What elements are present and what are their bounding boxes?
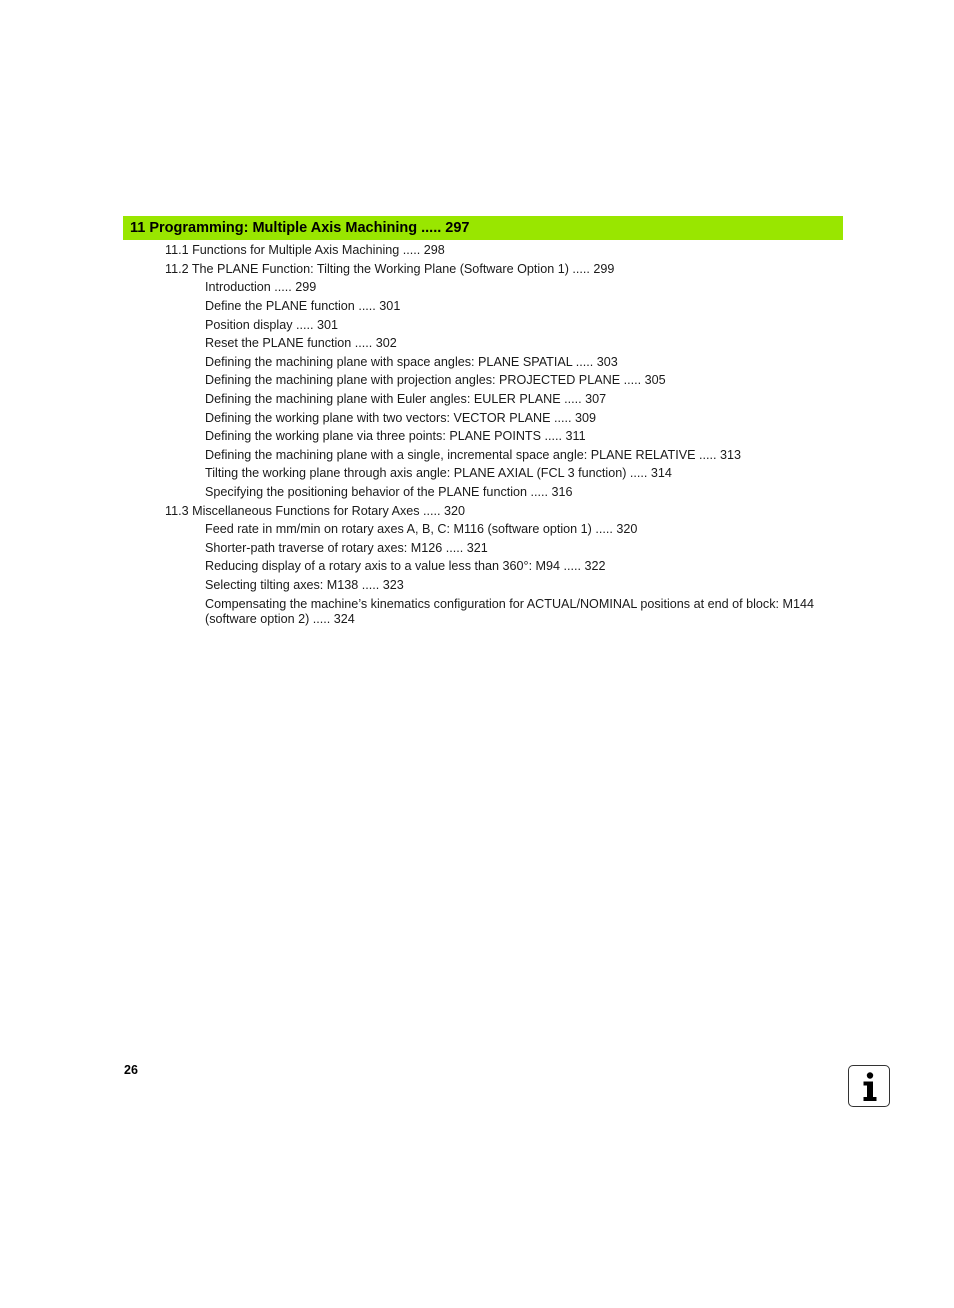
toc-entry-vector-plane[interactable]: Defining the working plane with two vectors: VECTOR PLANE ..... 309 (205, 411, 597, 425)
info-glyph (849, 1066, 891, 1108)
toc-entry-euler-plane[interactable]: Defining the machining plane with Euler angles: EULER PLANE ..... 307 (205, 392, 607, 406)
toc-entry-introduction[interactable]: Introduction ..... 299 (205, 280, 317, 294)
toc-entry-position-display[interactable]: Position display ..... 301 (205, 318, 339, 332)
toc-entry-m116[interactable]: Feed rate in mm/min on rotary axes A, B, C: M116 (software option 1) ..... 320 (205, 522, 638, 536)
toc-entry-positioning-behavior[interactable]: Specifying the positioning behavior of the PLANE function ..... 316 (205, 485, 573, 499)
chapter-title: 11 Programming: Multiple Axis Machining ..... 297 (130, 220, 470, 236)
toc-entry-plane-points[interactable]: Defining the working plane via three points: PLANE POINTS ..... 311 (205, 429, 586, 443)
toc-entry-m138[interactable]: Selecting tilting axes: M138 ..... 323 (205, 578, 404, 592)
info-icon (848, 1065, 890, 1107)
toc-entry-reset-plane[interactable]: Reset the PLANE function ..... 302 (205, 336, 397, 350)
toc-entry-define-plane[interactable]: Define the PLANE function ..... 301 (205, 299, 401, 313)
toc-entry-plane-axial[interactable]: Tilting the working plane through axis angle: PLANE AXIAL (FCL 3 function) ..... 314 (205, 466, 672, 480)
toc-entry-projected-plane[interactable]: Defining the machining plane with projection angles: PROJECTED PLANE ..... 305 (205, 373, 666, 387)
chapter-heading-bar (123, 216, 843, 240)
toc-entry-m126[interactable]: Shorter-path traverse of rotary axes: M126 ..... 321 (205, 541, 488, 555)
toc-entry-m144[interactable]: Compensating the machine’s kinematics configuration for ACTUAL/NOMINAL positions at end of block: M144 (205, 597, 814, 611)
toc-entry-plane-relative[interactable]: Defining the machining plane with a single, incremental space angle: PLANE RELATIVE ..... 313 (205, 448, 741, 462)
toc-section-11-2[interactable]: 11.2 The PLANE Function: Tilting the Working Plane (Software Option 1) ..... 299 (165, 262, 615, 276)
toc-entry-m144-continued[interactable]: (software option 2) ..... 324 (205, 612, 355, 626)
page-number: 26 (124, 1063, 138, 1077)
toc-entry-m94[interactable]: Reducing display of a rotary axis to a value less than 360°: M94 ..... 322 (205, 559, 606, 573)
toc-entry-plane-spatial[interactable]: Defining the machining plane with space angles: PLANE SPATIAL ..... 303 (205, 355, 618, 369)
toc-section-11-3[interactable]: 11.3 Miscellaneous Functions for Rotary Axes ..... 320 (165, 504, 466, 518)
toc-section-11-1[interactable]: 11.1 Functions for Multiple Axis Machining ..... 298 (165, 243, 445, 257)
